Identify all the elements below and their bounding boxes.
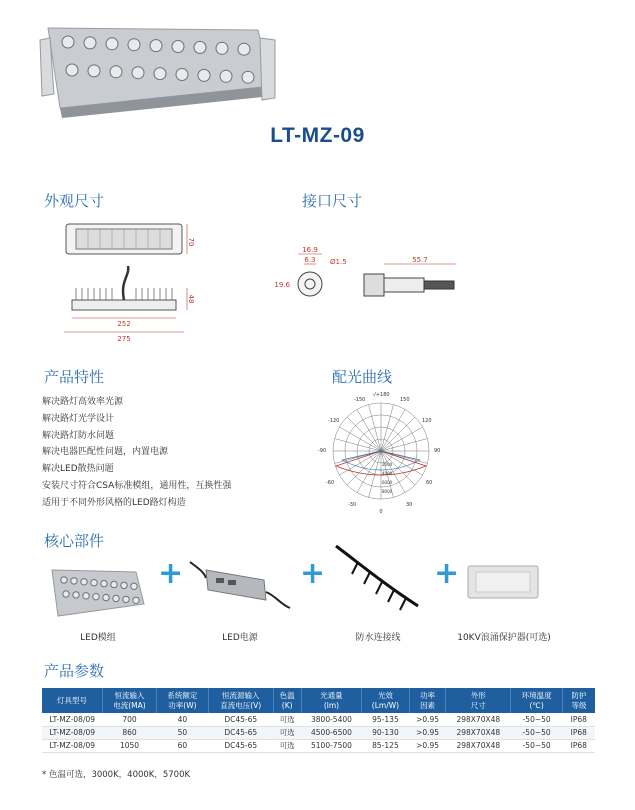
part-label-led-driver: LED电源	[222, 633, 258, 643]
led-lens-icon	[101, 580, 107, 586]
led-lens-icon	[131, 583, 137, 589]
table-cell: 90-130	[362, 726, 410, 739]
table-cell: 60	[156, 739, 208, 752]
polar-ring-label: 6000	[382, 480, 393, 485]
led-lens-icon	[88, 65, 100, 77]
led-lens-icon	[198, 69, 210, 81]
led-lens-icon	[91, 580, 97, 586]
table-row	[42, 713, 595, 726]
polar-angle-label: 30	[406, 502, 413, 508]
dim-width-252: 252	[117, 320, 131, 328]
table-cell: IP68	[563, 739, 595, 752]
dim-width-275: 275	[117, 335, 131, 343]
dim-interface-16-9: 16.9	[302, 246, 318, 254]
table-header-cell: 色温 (K)	[273, 688, 301, 713]
table-cell: -50~50	[511, 713, 563, 726]
led-lens-icon	[128, 39, 140, 51]
table-header-cell: 系统额定 功率(W)	[156, 688, 208, 713]
led-lens-icon	[111, 581, 117, 587]
led-lens-icon	[103, 594, 109, 600]
table-cell: DC45-65	[208, 713, 273, 726]
led-lens-icon	[62, 36, 74, 48]
polar-ring-label: 2000	[382, 462, 393, 467]
table-cell: 860	[102, 726, 156, 739]
table-cell: IP68	[563, 713, 595, 726]
led-lens-icon	[106, 38, 118, 50]
table-cell: 可选	[273, 739, 301, 752]
led-lens-icon	[132, 67, 144, 79]
polar-label-top: -/+180	[372, 392, 390, 398]
polar-angle-label: -30	[348, 502, 357, 508]
polar-angle-label: -120	[328, 418, 340, 424]
led-lens-icon	[93, 594, 99, 600]
dim-height-70: 70	[187, 237, 195, 247]
section-title-light-curve: 配光曲线	[332, 368, 393, 386]
led-lens-icon	[81, 579, 87, 585]
table-header-cell: 功率 因素	[409, 688, 446, 713]
table-cell: LT-MZ-08/09	[42, 726, 102, 739]
table-cell: 1050	[102, 739, 156, 752]
led-lens-icon	[63, 591, 69, 597]
section-title-core-parts: 核心部件	[44, 532, 105, 550]
part-label-waterproof-cable: 防水连接线	[355, 633, 401, 643]
led-lens-icon	[154, 68, 166, 80]
dim-interface-19-6: 19.6	[274, 281, 290, 289]
feature-item: 解决路灯防水问题	[42, 430, 115, 441]
table-cell: -50~50	[511, 739, 563, 752]
feature-item: 解决路灯高效率光源	[42, 397, 124, 407]
table-header-cell: 恒流输入 电流(MA)	[102, 688, 156, 713]
table-cell: 4500-6500	[301, 726, 361, 739]
polar-angle-label: -150	[354, 397, 366, 403]
table-row	[42, 739, 595, 752]
polar-angle-label: 150	[400, 397, 410, 403]
table-header-cell: 恒流源输入 直流电压(V)	[208, 688, 273, 713]
polar-angle-label: 0	[379, 509, 383, 515]
feature-list	[42, 394, 231, 512]
plus-icon: +	[300, 556, 326, 591]
table-cell: DC45-65	[208, 726, 273, 739]
table-cell: 298X70X48	[446, 713, 511, 726]
appearance-dimension-drawing	[60, 220, 200, 350]
feature-item: 安装尺寸符合CSA标准模组，通用性，互换性强	[42, 480, 232, 491]
product-model-title: LT-MZ-09	[270, 124, 365, 147]
led-lens-icon	[194, 41, 206, 53]
table-cell: 298X70X48	[446, 726, 511, 739]
led-lens-icon	[133, 597, 139, 603]
surge-protector-part-image	[464, 560, 544, 604]
table-cell: 50	[156, 726, 208, 739]
table-cell: LT-MZ-08/09	[42, 713, 102, 726]
led-lens-icon	[83, 593, 89, 599]
dim-interface-1-5: Ø1.5	[330, 258, 347, 266]
table-header-cell: 环境温度 (℃)	[511, 688, 563, 713]
led-lens-icon	[242, 71, 254, 83]
polar-angle-label: -90	[318, 448, 327, 454]
led-lens-icon	[216, 42, 228, 54]
plus-icon: +	[434, 556, 460, 591]
led-lens-icon	[84, 37, 96, 49]
table-cell: 可选	[273, 726, 301, 739]
section-title-parameters: 产品参数	[44, 662, 105, 680]
dim-interface-length: 55.7	[412, 256, 428, 264]
led-lens-icon	[113, 595, 119, 601]
table-cell: >0.95	[409, 739, 446, 752]
led-lens-icon	[61, 577, 67, 583]
polar-ring-label: 8000	[382, 489, 393, 494]
section-title-interface: 接口尺寸	[302, 192, 363, 210]
led-module-hero-image	[40, 8, 275, 118]
led-lens-icon	[66, 64, 78, 76]
color-temperature-footnote: * 色温可选，3000K，4000K，5700K	[42, 770, 191, 780]
plus-icon: +	[158, 556, 184, 591]
led-lens-icon	[121, 582, 127, 588]
led-lens-icon	[123, 596, 129, 602]
section-title-features: 产品特性	[44, 368, 105, 386]
feature-item: 解决电器匹配性问题，内置电源	[42, 447, 169, 458]
feature-item: 解决路灯光学设计	[42, 413, 115, 424]
dim-interface-6-3: 6.3	[304, 256, 316, 264]
section-title-appearance: 外观尺寸	[44, 192, 105, 210]
table-row	[42, 726, 595, 739]
table-cell: -50~50	[511, 726, 563, 739]
table-header-cell: 外形 尺寸	[446, 688, 511, 713]
led-lens-icon	[220, 70, 232, 82]
table-header-row	[42, 688, 595, 713]
table-cell: 可选	[273, 713, 301, 726]
led-lens-icon	[110, 66, 122, 78]
led-driver-part-image	[186, 548, 294, 618]
led-lens-icon	[73, 592, 79, 598]
led-lens-icon	[150, 40, 162, 52]
table-cell: 85-125	[362, 739, 410, 752]
part-label-led-module: LED模组	[80, 633, 116, 643]
table-cell: LT-MZ-08/09	[42, 739, 102, 752]
table-cell: 40	[156, 713, 208, 726]
polar-angle-label: 60	[426, 480, 433, 486]
polar-ring-label: 4000	[382, 471, 393, 476]
led-lens-icon	[71, 578, 77, 584]
polar-angle-label: 90	[434, 448, 441, 454]
table-cell: DC45-65	[208, 739, 273, 752]
table-header-cell: 防护 等级	[563, 688, 595, 713]
led-lens-icon	[238, 43, 250, 55]
led-module-part-image	[48, 562, 148, 620]
table-cell: 298X70X48	[446, 739, 511, 752]
table-cell: 95-135	[362, 713, 410, 726]
part-label-surge-protector: 10KV浪涌保护器(可选)	[457, 633, 551, 643]
table-cell: >0.95	[409, 726, 446, 739]
feature-item: 解决LED散热问题	[42, 464, 114, 475]
feature-item: 适用于不同外形风格的LED路灯构造	[42, 497, 186, 508]
polar-light-distribution-diagram	[318, 388, 444, 514]
table-cell: 3800-5400	[301, 713, 361, 726]
table-header-cell: 光通量 (lm)	[301, 688, 361, 713]
table-cell: >0.95	[409, 713, 446, 726]
led-lens-icon	[172, 41, 184, 53]
polar-angle-label: -60	[326, 480, 335, 486]
parameter-table	[42, 688, 595, 753]
table-cell: 5100-7500	[301, 739, 361, 752]
polar-angle-label: 120	[422, 418, 432, 424]
waterproof-cable-part-image	[330, 540, 426, 620]
table-cell: IP68	[563, 726, 595, 739]
table-cell: 700	[102, 713, 156, 726]
table-header-cell: 灯具型号	[42, 688, 102, 713]
dim-height-48: 48	[187, 294, 195, 304]
interface-dimension-drawing	[274, 240, 470, 310]
led-lens-icon	[176, 69, 188, 81]
table-header-cell: 光效 (Lm/W)	[362, 688, 410, 713]
